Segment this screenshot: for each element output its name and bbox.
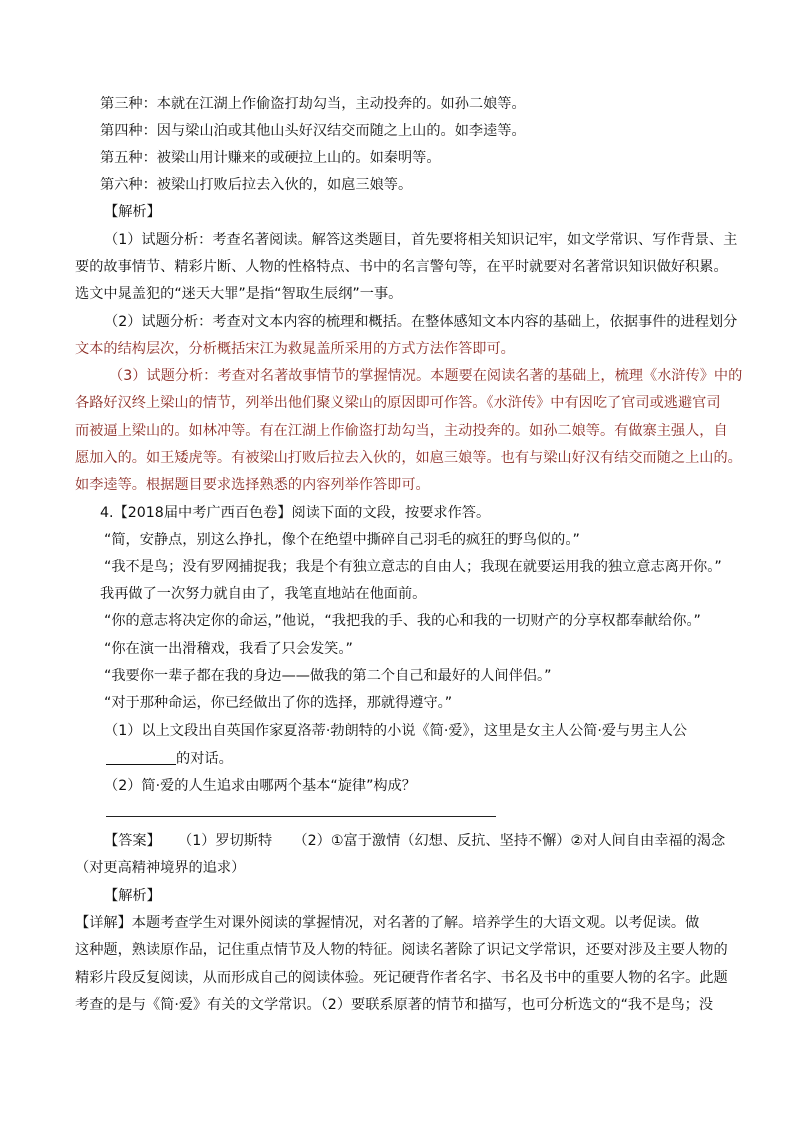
answer-label: 【答案】	[104, 833, 161, 849]
detail-line: 考查的是与《简·爱》有关的文学常识。（2）要联系原著的情节和描写，也可分析选文的“我不是鸟；没	[75, 997, 714, 1013]
analysis-heading: 【解析】	[104, 204, 161, 220]
answer-text-continued: （对更高精神境界的追求）	[75, 860, 246, 876]
answer-text: （1）罗切斯特 （2）①富于激情（幻想、反抗、坚持不懈）②对人间自由幸福的渴念	[178, 833, 726, 849]
passage-line: “我要你一辈子都在我的身边——做我的第二个自己和最好的人间伴侣。”	[104, 668, 552, 684]
sub-question-1-tail: 的对话。	[176, 751, 233, 767]
analysis1-line: 要的故事情节、精彩片断、人物的性格特点、书中的名言警句等，在平时就要对名著常识知识做好积累。	[75, 259, 728, 275]
option-line-6: 第六种：被梁山打败后拉去入伙的，如扈三娘等。	[100, 177, 413, 193]
sub-question-1-continued	[104, 749, 233, 769]
analysis2-line: （2）试题分析：考查对文本内容的梳理和概括。在整体感知文本内容的基础上，依据事件的进程划分	[104, 314, 738, 330]
sub-question-2: （2）简·爱的人生追求由哪两个基本“旋律”构成？	[104, 778, 416, 794]
detail-line: 精彩片段反复阅读，从而形成自己的阅读体验。死记硬背作者名字、书名及书中的重要人物的名字。此题	[75, 970, 728, 986]
analysis1-line: （1）试题分析：考查名著阅读。解答这类题目，首先要将相关知识记牢，如文学常识、写作背景、主	[104, 232, 738, 248]
analysis-heading-2: 【解析】	[104, 888, 161, 904]
answer-blank	[106, 750, 176, 765]
passage-line: “我不是鸟；没有罗网捕捉我；我是个有独立意志的自由人；我现在就要运用我的独立意志离开你。”	[104, 559, 722, 575]
option-line-5: 第五种：被梁山用计赚来的或硬拉上山的。如秦明等。	[100, 150, 441, 166]
analysis3-line: （3）试题分析：考查对名著故事情节的掌握情况。本题要在阅读名著的基础上，梳理《水浒传》中的	[109, 368, 743, 384]
analysis2-line: 文本的结构层次，分析概括宋江为救晁盖所采用的方式方法作答即可。	[75, 341, 515, 357]
option-line-3: 第三种：本就在江湖上作偷盗打劫勾当，主动投奔的。如孙二娘等。	[100, 96, 526, 112]
sub-question-1: （1）以上文段出自英国作家夏洛蒂·勃朗特的小说《简·爱》，这里是女主人公简·爱与男主人公	[104, 723, 687, 739]
passage-line: “简，安静点，别这么挣扎，像个在绝望中撕碎自己羽毛的疯狂的野鸟似的。”	[104, 532, 580, 548]
analysis3-line: 而被逼上梁山的。如林冲等。有在江湖上作偷盗打劫勾当，主动投奔的。如孙二娘等。有做寨主强人，自	[75, 423, 728, 439]
answer-line	[106, 816, 496, 817]
passage-line: 我再做了一次努力就自由了，我笔直地站在他面前。	[100, 586, 427, 602]
option-line-4: 第四种：因与梁山泊或其他山头好汉结交而随之上山的。如李逵等。	[100, 123, 526, 139]
passage-line: “对于那种命运，你已经做出了你的选择，那就得遵守。”	[104, 695, 453, 711]
analysis3-line: 愿加入的。如王矮虎等。有被梁山打败后拉去入伙的，如扈三娘等。也有与梁山好汉有结交而随之上山的。	[75, 450, 742, 466]
analysis3-line: 各路好汉终上梁山的情节，列举出他们聚义梁山的原因即可作答。《水浒传》中有因吃了官司或逃避官司	[75, 395, 721, 411]
question-4-intro: 4.【2018届中考广西百色卷】阅读下面的文段，按要求作答。	[100, 505, 491, 521]
detail-line: 【详解】本题考查学生对课外阅读的掌握情况，对名著的了解。培养学生的大语文观。以考促读。做	[75, 915, 700, 931]
analysis1-line: 选文中晁盖犯的“迷天大罪”是指“智取生辰纲”一事。	[75, 286, 403, 302]
passage-line: “你在演一出滑稽戏，我看了只会发笑。”	[104, 641, 353, 657]
analysis3-line: 如李逵等。根据题目要求选择熟悉的内容列举作答即可。	[75, 477, 430, 493]
detail-line: 这种题，熟读原作品，记住重点情节及人物的特征。阅读名著除了识记文学常识，还要对涉及主要人物的	[75, 942, 728, 958]
passage-line: “你的意志将决定你的命运，”他说，“我把我的手、我的心和我的一切财产的分享权都奉献给你。”	[104, 613, 701, 629]
